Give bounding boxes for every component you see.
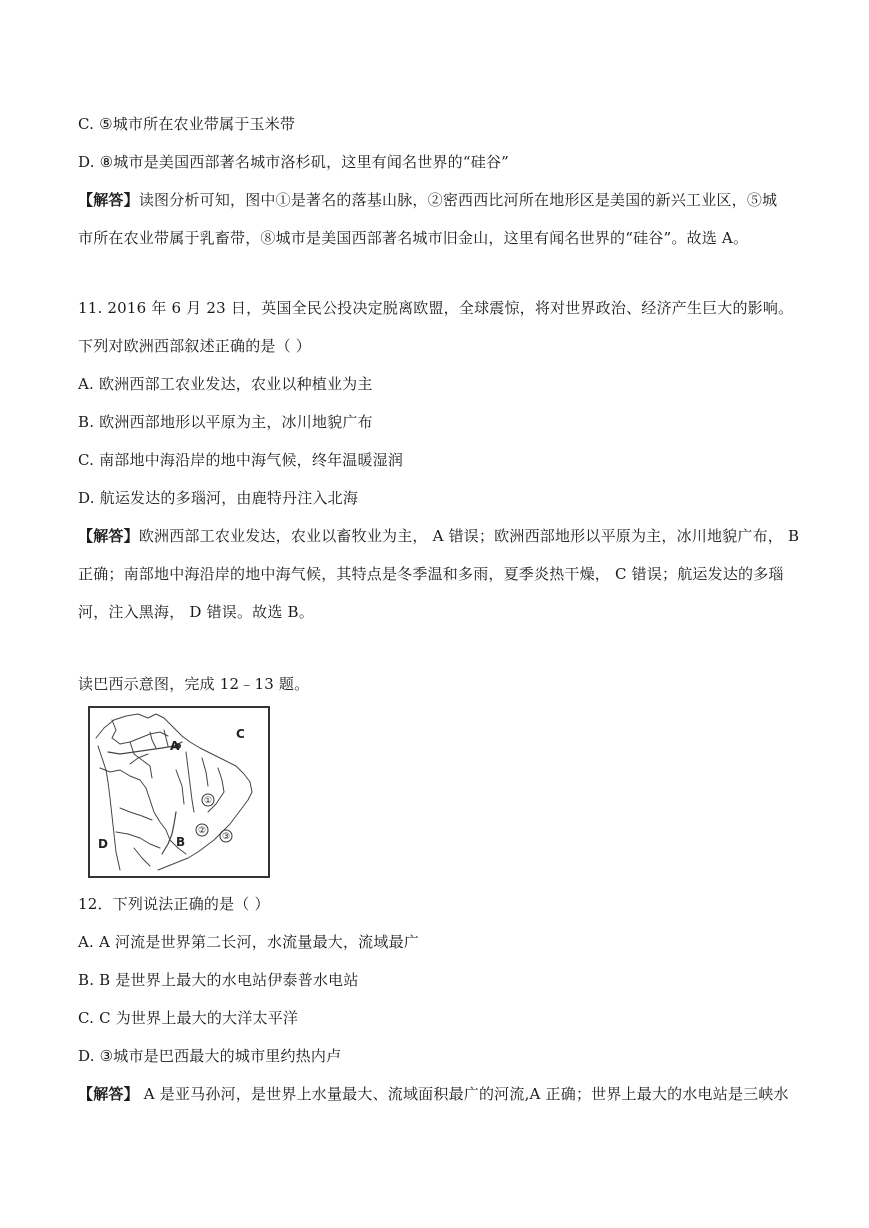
q11-answer-line-2: 正确；南部地中海沿岸的地中海气候，其特点是冬季温和多雨，夏季炎热干燥， C 错误；航运发达的多瑙 [78, 565, 784, 583]
q11-option-d: D. 航运发达的多瑙河，由鹿特丹注入北海 [78, 489, 359, 507]
answer-tag: 【解答】 [78, 191, 139, 209]
map-label-3: ③ [222, 832, 231, 842]
map-label-a: A [170, 739, 180, 753]
q11-stem-line-1: 11. 2016 年 6 月 23 日，英国全民公投决定脱离欧盟，全球震惊，将对世界政治、经济产生巨大的影响。 [78, 299, 794, 317]
q10-answer-line-2: 市所在农业带属于乳畜带，⑧城市是美国西部著名城市旧金山，这里有闻名世界的“硅谷”。故选 A。 [78, 229, 749, 247]
map-label-d: D [98, 837, 108, 851]
map-label-c: C [236, 727, 245, 741]
q11-option-c: C. 南部地中海沿岸的地中海气候，终年温暖湿润 [78, 451, 404, 469]
q11-stem-line-2: 下列对欧洲西部叙述正确的是（ ） [78, 337, 311, 355]
map-label-1: ① [204, 796, 213, 806]
answer-tag: 【解答】 [78, 527, 139, 545]
brazil-map-drawing [90, 708, 268, 876]
map-intro: 读巴西示意图，完成 12﹣13 题。 [78, 675, 310, 693]
map-label-2: ② [198, 826, 207, 836]
q10-option-c: C. ⑤城市所在农业带属于玉米带 [78, 115, 296, 133]
q10-answer-line-1 [78, 190, 777, 210]
map-label-b: B [176, 835, 186, 849]
brazil-map [88, 706, 270, 878]
q12-answer-line-1 [78, 1084, 789, 1104]
q12-stem: 12．下列说法正确的是（ ） [78, 895, 270, 913]
q11-answer-line-3: 河，注入黑海， D 错误。故选 B。 [78, 603, 314, 621]
q11-option-a: A. 欧洲西部工农业发达，农业以种植业为主 [78, 375, 373, 393]
answer-tag: 【解答】 [78, 1085, 139, 1103]
q12-option-a: A. A 河流是世界第二长河，水流量最大，流域最广 [78, 933, 419, 951]
answer-text: 欧洲西部工农业发达，农业以畜牧业为主， A 错误；欧洲西部地形以平原为主，冰川地貌广布， B [138, 527, 800, 545]
q12-option-c: C. C 为世界上最大的大洋太平洋 [78, 1009, 299, 1027]
q12-option-d: D. ③城市是巴西最大的城市里约热内卢 [78, 1047, 342, 1065]
q11-answer-line-1 [78, 526, 799, 546]
q11-option-b: B. 欧洲西部地形以平原为主，冰川地貌广布 [78, 413, 373, 431]
answer-text: A 是亚马孙河，是世界上水量最大、流域面积最广的河流,A 正确；世界上最大的水电站是三峡水 [138, 1085, 789, 1103]
q12-option-b: B. B 是世界上最大的水电站伊泰普水电站 [78, 971, 359, 989]
q10-option-d: D. ⑧城市是美国西部著名城市洛杉矶，这里有闻名世界的“硅谷” [78, 153, 510, 171]
answer-text: 读图分析可知，图中①是著名的落基山脉，②密西西比河所在地形区是美国的新兴工业区，⑤城 [138, 191, 778, 209]
